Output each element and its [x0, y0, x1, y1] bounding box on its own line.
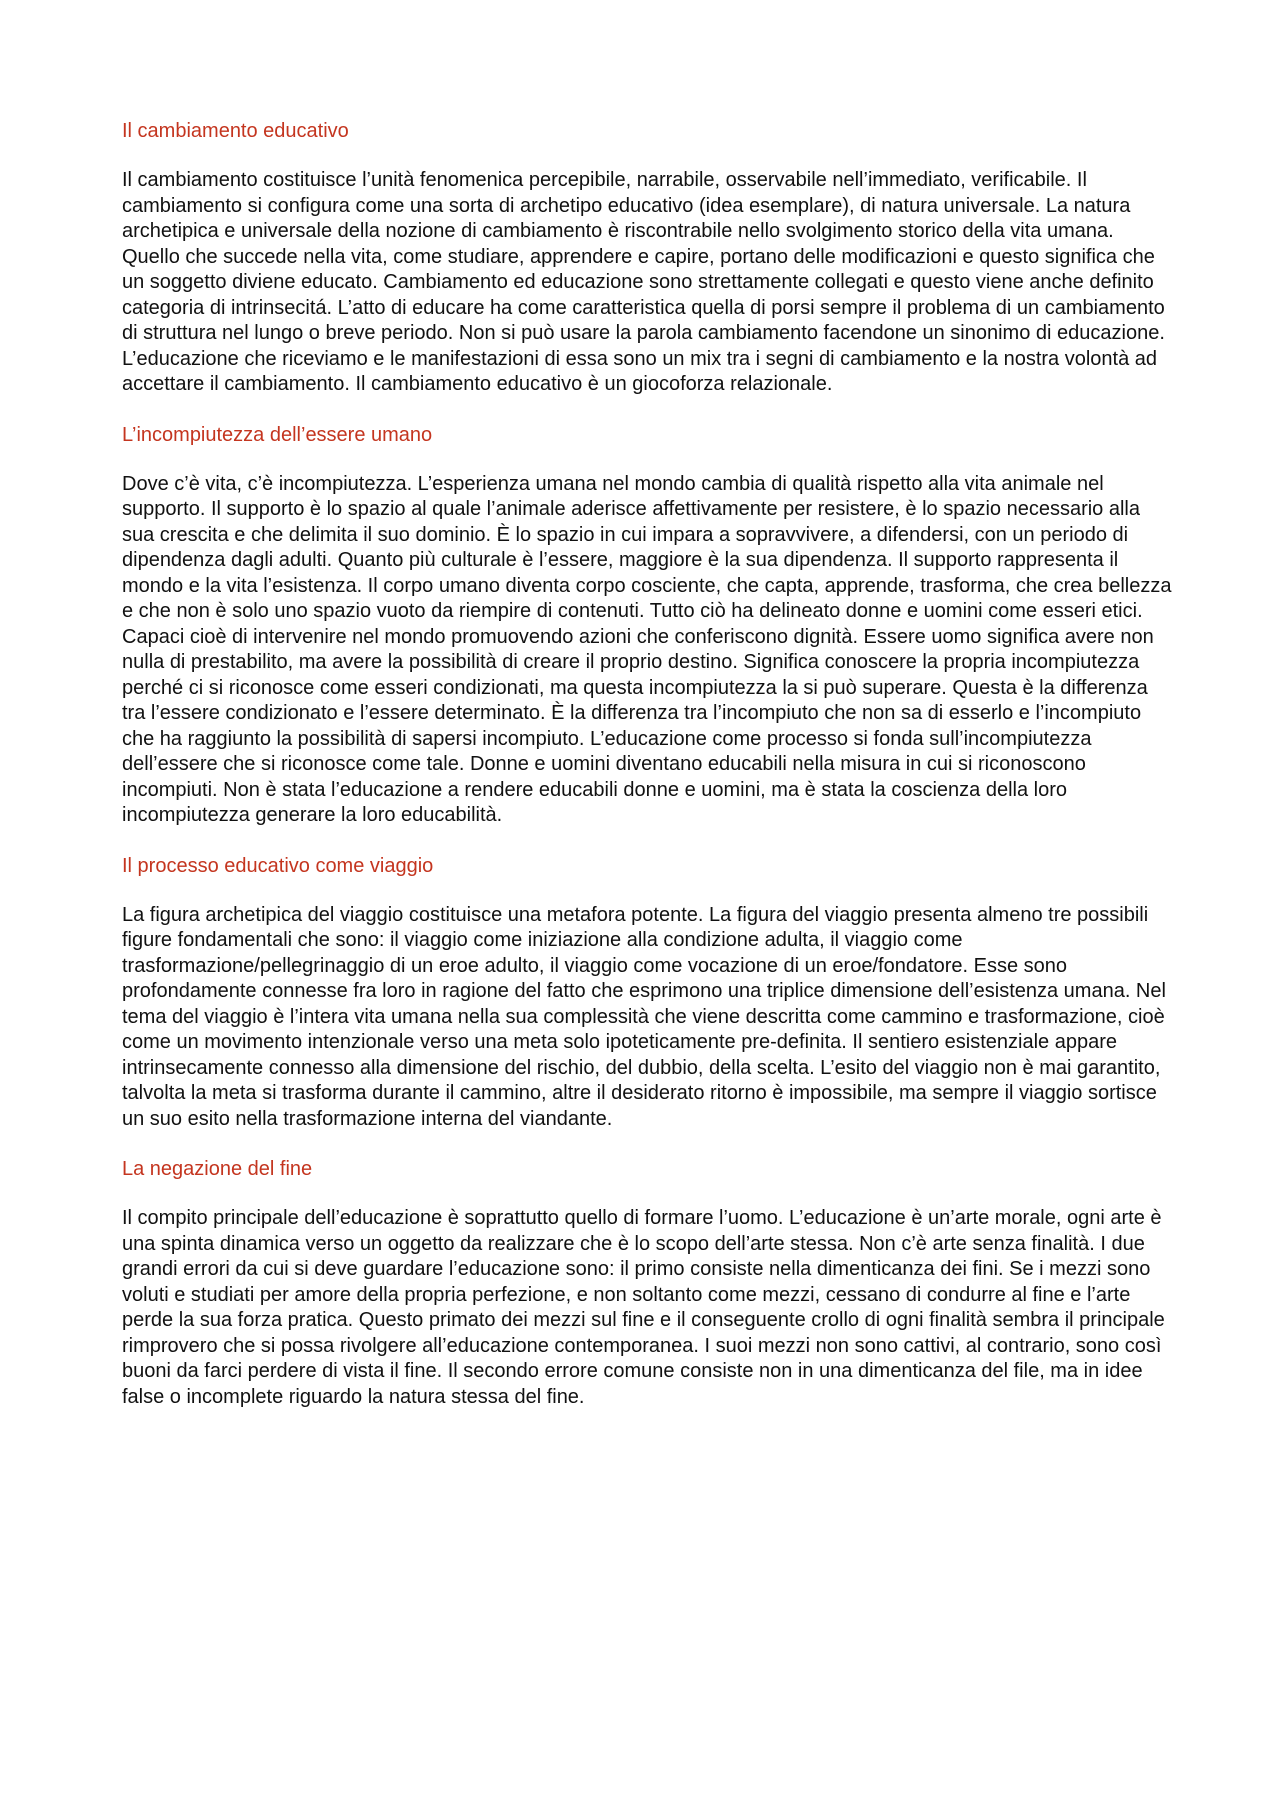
section-heading: La negazione del fine: [122, 1158, 313, 1180]
section-heading: L’incompiutezza dell’essere umano: [122, 423, 433, 446]
section-paragraph: Il cambiamento costituisce l’unità fenomenica percepibile, narrabile, osservabile nell’immediato, verificabile. Il cambiamento si configura come una sorta di archetipo educativo (idea esemplare), di natura universale. La natura archetipica e universale della nozione di cambiamento è riscontrabile nello svolgimento storico della vita umana. Quello che succede nella vita, come studiare, apprendere e capire, portano delle modificazioni e questo significa che un soggetto diviene educato. Cambiamento ed educazione sono strettamente collegati e questo viene anche definito categoria di intrinsecitá. L’atto di educare ha come caratteristica quella di porsi sempre il problema di un cambiamento di struttura nel lungo o breve periodo. Non si può usare la parola cambiamento facendone un sinonimo di educazione. L’educazione che riceviamo e le manifestazioni di essa sono un mix tra i segni di cambiamento e la nostra volontà ad accettare il cambiamento. Il cambiamento educativo è un giocoforza relazionale.: [122, 169, 1165, 395]
section-paragraph: Dove c’è vita, c’è incompiutezza. L’esperienza umana nel mondo cambia di qualità rispetto alla vita animale nel supporto. Il supporto è lo spazio al quale l’animale aderisce affettivamente per resistere, è lo spazio necessario alla sua crescita e che delimita il suo dominio. È lo spazio in cui impara a sopravvivere, a difendersi, con un periodo di dipendenza dagli adulti. Quanto più culturale è l’essere, maggiore è la sua dipendenza. Il supporto rappresenta il mondo e la vita l’esistenza. Il corpo umano diventa corpo cosciente, che capta, apprende, trasforma, che crea bellezza e che non è solo uno spazio vuoto da riempire di contenuti. Tutto ciò ha delineato donne e uomini come esseri etici. Capaci cioè di intervenire nel mondo promuovendo azioni che conferiscono dignità. Essere uomo significa avere non nulla di prestabilito, ma avere la possibilità di creare il proprio destino. Significa conoscere la propria incompiutezza perché ci si riconosce come esseri condizionati, ma questa incompiutezza la si può superare. Questa è la differenza tra l’essere condizionato e l’essere determinato. È la differenza tra l’incompiuto che non sa di esserlo e l’incompiuto che ha raggiunto la possibilità di sapersi incompiuto. L’educazione come processo si fonda sull’incompiutezza dell’essere che si riconosce come tale. Donne e uomini diventano educabili nella misura in cui si riconoscono incompiuti. Non è stata l’educazione a rendere educabili donne e uomini, ma è stata la coscienza della loro incompiutezza generare la loro educabilità.: [122, 472, 1172, 826]
section-cambiamento-educativo: [122, 118, 1172, 398]
document-page: [122, 118, 1172, 1434]
section-incompiutezza: [122, 422, 1172, 829]
section-paragraph: Il compito principale dell’educazione è soprattutto quello di formare l’uomo. L’educazione è un’arte morale, ogni arte è una spinta dinamica verso un oggetto da realizzare che è lo scopo dell’arte stessa. Non c’è arte senza finalità. I due grandi errori da cui si deve guardare l’educazione sono: il primo consiste nella dimenticanza dei fini. Se i mezzi sono voluti e studiati per amore della propria perfezione, e non soltanto come mezzi, cessano di condurre al fine e l’arte perde la sua forza pratica. Questo primato dei mezzi sul fine e il conseguente crollo di ogni finalità sembra il principale rimprovero che si possa rivolgere all’educazione contemporanea. I suoi mezzi non sono cattivi, al contrario, sono così buoni da farci perdere di vista il fine. Il secondo errore comune consiste non in una dimenticanza del file, ma in idee false o incomplete riguardo la natura stessa del fine.: [122, 1207, 1165, 1408]
section-paragraph: La figura archetipica del viaggio costituisce una metafora potente. La figura del viaggio presenta almeno tre possibili figure fondamentali che sono: il viaggio come iniziazione alla condizione adulta, il viaggio come trasformazione/pellegrinaggio di un eroe adulto, il viaggio come vocazione di un eroe/fondatore. Esse sono profondamente connesse fra loro in ragione del fatto che esprimono una triplice dimensione dell’esistenza umana. Nel tema del viaggio è l’intera vita umana nella sua complessità che viene descritta come cammino e trasformazione, cioè come un movimento intenzionale verso una meta solo ipoteticamente pre-definita. Il sentiero esistenziale appare intrinsecamente connesso alla dimensione del rischio, del dubbio, della scelta. L’esito del viaggio non è mai garantito, talvolta la meta si trasforma durante il cammino, altre il desiderato ritorno è impossibile, ma sempre il viaggio sortisce un suo esito nella trasformazione interna del viandante.: [122, 903, 1166, 1130]
section-heading: Il cambiamento educativo: [122, 120, 349, 142]
section-negazione-fine: [122, 1156, 1172, 1410]
section-heading: Il processo educativo come viaggio: [122, 854, 434, 877]
section-processo-viaggio: [122, 853, 1172, 1133]
